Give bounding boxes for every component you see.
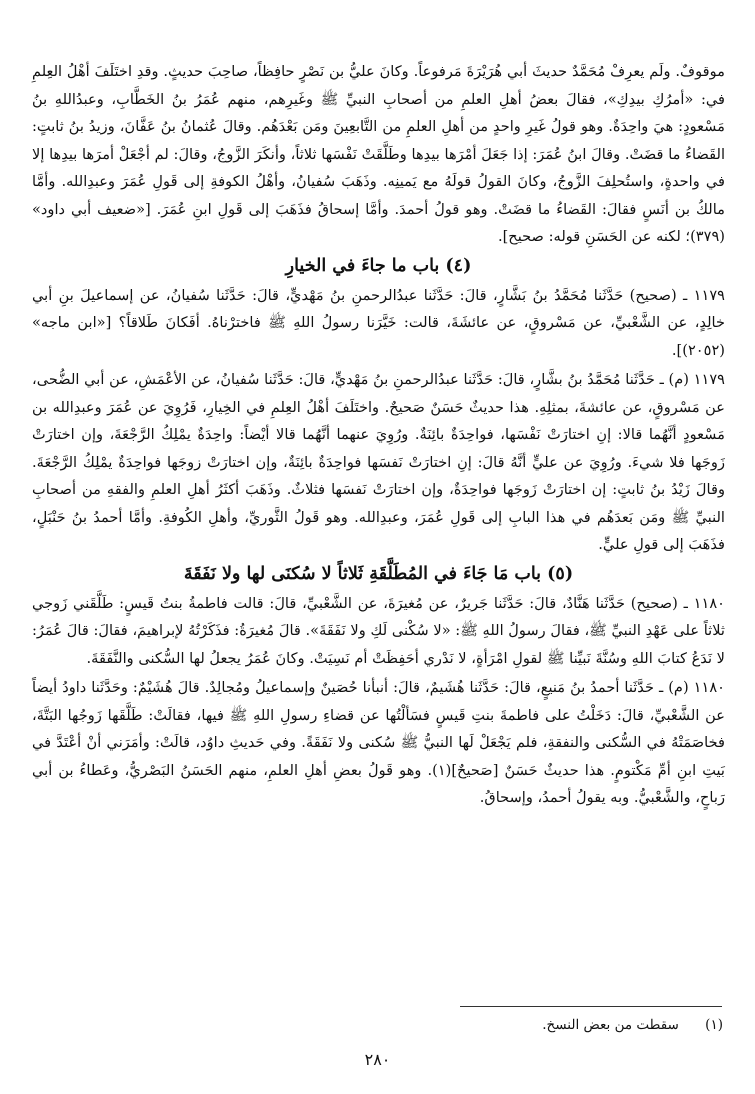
page-number: ٢٨٠ <box>364 1050 391 1069</box>
hadith-1180 <box>32 590 725 673</box>
hadith-1179-m <box>32 366 725 559</box>
hadith-1180-m <box>32 674 725 812</box>
chapter-heading-mutallaqa: (٥) باب مَا جَاءَ في المُطَلَّقَةِ ثَلاثاً لا سُكنَى لها ولا نَفَقَةَ <box>183 563 574 584</box>
hadith-text: حَدَّثَنا أحمدُ بنُ مَنيعٍ، قالَ: حَدَّثَنا هُشَيمٌ، قالَ: أنبأنا حُصَينٌ وإسماعيلُ ومُجالِدٌ. قالَ هُشَيْمٌ: وحَدَّثَنا داودُ أيضاً عن الشَّعْبيِّ، قالَ: دَخَلْتُ على فاطمةَ بنتِ قَيسٍ فسَألْتُها عن قضاءِ رسولِ اللهِ ﷺ فيها، فقالَتْ: طَلَّقَها زَوجُها البَتَّةَ، فخاصَمَتْهُ في السُّكنى والنفقةِ، فلم يَجْعَلْ لَها النبيُّ ﷺ سُكنى ولا نَفَقَةً. وفي حَديثِ داوُد، قالَتْ: وأمَرَني أنْ أعْتَدَّ في بَيتِ ابنِ أمِّ مَكْتومٍ. هذا حديثٌ حَسَنٌ [صَحيحٌ](١). وهو قَولُ بعضِ أهلِ العلمِ، منهم الحَسَنُ البَصْريُّ، وعَطاءُ بن أبي رَباحٍ، والشَّعْبيُّ. وبه يقولُ أحمدُ، وإسحاقُ. <box>32 679 725 806</box>
hadith-number: ١١٧٩ (م) ـ <box>659 371 725 388</box>
footnote-marker: (١) <box>705 1017 723 1033</box>
paragraph-amruki-bi-yadiki: موقوفٌ. ولَم يعرِفْ مُحَمَّدٌ حديثَ أبي هُرَيْرَةَ مَرفوعاً. وكانَ عليُّ بن نَصْرٍ حافِظاً، صاحِبَ حديثٍ. وقدِ اختَلَفَ أهْلُ العِلمِ في: «أمرُكِ بيدِكِ»، فقالَ بعضُ أهلِ العلمِ من أصحابِ النبيِّ ﷺ وغَيرِهم، منهم عُمَرُ بنُ الخَطَّابِ، وعبدُاللهِ بنُ مَسْعودٍ: هيَ واحِدَةٌ. وهو قولُ غَيرِ واحدٍ من أهلِ العلمِ من التَّابعِينَ ومَن بَعْدَهُم. وقالَ عُثمانُ بنُ عَفَّانَ، وزيدُ بنُ ثابتٍ: القَضاءُ ما قضَتْ. وقالَ ابنُ عُمَرَ: إذا جَعَلَ أمْرَها بيدِها وطَلَّقَتْ نَفْسَها ثلاثاً، وأنكَرَ الزَّوجُ، وقالَ: لم أجْعَلْ أمرَها بيدِها إلا في واحدةٍ، واستُحلِفَ الزَّوجُ، وكانَ القولُ قولَهُ مع يَمينِه. وذَهَبَ سُفيانُ، وأهْلُ الكوفةِ إلى قَولِ عُمَرَ وعبدِالله. وأمَّا مالكُ بن أنَسٍ فقالَ: القَضاءُ ما قضَتْ. وهو قولُ أحمدَ. وأمَّا إسحاقُ فذَهَبَ إلى قَولِ ابنِ عُمَرَ. [«ضعيف أبي داود» (٣٧٩)؛ لكنه عن الحَسَنِ قوله: صحيح]. <box>32 63 725 245</box>
footnote-text: سقطت من بعض النسخ. <box>542 1017 679 1033</box>
hadith-text: (صحيح) حَدَّثَنا هَنَّادٌ، قالَ: حَدَّثَنا جَريرٌ، عن مُغيرَةَ، عن الشَّعْبيِّ، قالَ: قالت فاطمةُ بنتُ قَيسٍ: طَلَّقَني زَوجي ثلاثاً على عَهْدِ النبيِّ ﷺ، فقالَ رسولُ اللهِ ﷺ: «لا سُكْنى لَكِ ولا نَفَقَةَ». قالَ مُغيرَةُ: فذَكَرْتُهُ لإبراهيمَ، فقالَ: قالَ عُمَرُ: لا نَدَعُ كتابَ اللهِ وسُنَّةَ نَبيِّنا ﷺ لقولِ امْرَأةٍ، لا نَدْري أحَفِظَتْ أم نَسِيَتْ. وكانَ عُمَرُ يجعلُ لها السُّكنى والنَّفَقَةَ. <box>32 594 725 667</box>
hadith-number: ١١٨٠ (م) ـ <box>658 679 725 696</box>
hadith-1179 <box>32 282 725 365</box>
hadith-number: ١١٨٠ ـ <box>683 594 725 612</box>
hadith-number: ١١٧٩ ـ <box>683 286 726 304</box>
chapter-heading-khiyar: (٤) باب ما جاءَ في الخيارِ <box>285 255 472 276</box>
hadith-text: حَدَّثَنا مُحَمَّدُ بنُ بشَّارٍ، قالَ: حَدَّثَنا عبدُالرحمنِ بنُ مَهْديٍّ، قالَ: حَدَّثَنا سُفيانُ، عن الأعْمَشِ، عن أبي الضُّحى، عن مَسْروقٍ، عن عائشةَ، بمثلِهِ. هذا حديثٌ حَسَنٌ صَحيحٌ. واختَلَفَ أهْلُ العِلمِ في الخِيارِ، فَرُوِيَ عن عُمَرَ وعبدِالله بن مَسْعودٍ أنَّهُما قالا: إنِ اختارَتْ نَفْسَها، فواحِدَةٌ بائِنَةٌ. ورُوِيَ عنهما أنَّهُما قالا أيْضاً: واحِدَةٌ يمْلِكُ الرَّجْعَةَ، وإن اختارَتْ زَوجَها فلا شيءَ. ورُوِيَ عن عليٍّ أنَّهُ قالَ: إنِ اختارَتْ نَفسَها فواحِدَةٌ بائِنَةٌ، وإن اختارَتْ زوجَها فواحِدَةٌ يمْلِكُ الرَّجْعَةَ. وقالَ زَيْدُ بنُ ثابتٍ: إن اختارَتْ زَوجَها فواحِدَةٌ، وإن اختارَتْ نَفسَها فثلاثٌ. وذَهَبَ أكثَرُ أهلِ العلمِ والفقهِ من أصحابِ النبيِّ ﷺ ومَن بَعدَهُم في هذا البابِ إلى قَولِ عُمَرَ، وعبدِالله. وهو قَولُ الثَّوريِّ، وأهلِ الكُوفةِ. وأمَّا أحمدُ بنُ حَنْبَلٍ، فذَهَبَ إلى قولِ عليٍّ. <box>32 371 725 553</box>
footnote-divider <box>460 1006 722 1007</box>
page-body <box>32 58 725 812</box>
hadith-text: (صحيح) حَدَّثَنا مُحَمَّدُ بنُ بَشَّارٍ، قالَ: حَدَّثَنا عبدُالرحمنِ بنُ مَهْديٍّ، قالَ: حَدَّثَنا سُفيانُ، عن إسماعيلَ بنِ أبي خالِدٍ، عن الشَّعْبيِّ، عن مَسْروقٍ، عن عائشَةَ، قالت: خَيَّرَنا رسولُ اللهِ ﷺ فاخترْناهُ. أفَكانَ طَلاقاً؟ [«ابن ماجه» (٢٠٥٢)]. <box>32 286 725 359</box>
footnote <box>542 1017 723 1033</box>
